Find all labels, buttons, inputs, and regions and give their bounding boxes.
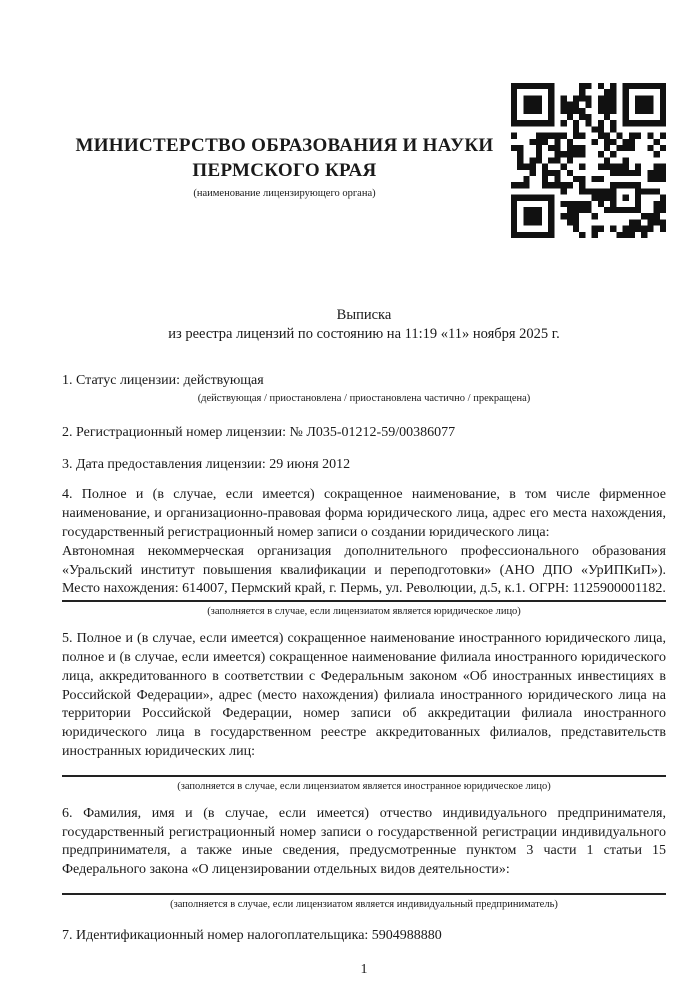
qr-code-icon bbox=[511, 83, 666, 238]
foreign-entity-statutory-text: 5. Полное и (в случае, если имеется) сокращенное наименование иностранного юридического лица, полное и (в случае, если имеется) сокращенное наименование филиала иностранного юридического лица, аккредитованного в соответствии с Федеральным законом «Об иностранных инвестициях в Российской Федерации», адрес (место нахождения) филиала иностранного юридического лица на территории Российской Федерации, номер записи об аккредитации филиала иностранного юридического лица в государственном реестре аккредитованных филиалов, представительств иностранных юридических лиц: bbox=[62, 631, 666, 759]
item-license-status bbox=[62, 372, 666, 405]
page-number: 1 bbox=[360, 961, 368, 977]
document-title-line2: из реестра лицензий по состоянию на 11:19 «11» ноября 2025 г. bbox=[168, 326, 560, 342]
foreign-entity-blank-line bbox=[62, 762, 666, 777]
document-title-line1: Выписка bbox=[336, 307, 392, 323]
license-items bbox=[62, 372, 666, 946]
license-status-caption: (действующая / приостановлена / приостановлена частично / прекращена) bbox=[197, 392, 531, 404]
document-content bbox=[0, 133, 700, 979]
licensing-authority-header bbox=[62, 133, 507, 200]
foreign-entity-caption: (заполняется в случае, если лицензиатом является иностранное юридическое лицо) bbox=[177, 780, 551, 792]
individual-statutory-text: 6. Фамилия, имя и (в случае, если имеется) отчество индивидуального предпринимателя, государственный регистрационный номер записи о государственной регистрации индивидуального предпринимателя, а также иные сведения, предусмотренные пунктом 3 части 1 статьи 15 Федерального закона «О лицензировании отдельных видов деятельности»: bbox=[62, 805, 666, 878]
legal-entity-statutory-text: 4. Полное и (в случае, если имеется) сокращенное наименование, в том числе фирменное наименование, и организационно-правовая форма юридического лица, адрес его места нахождения, государственный регистрационный номер записи о создании юридического лица: bbox=[62, 487, 666, 540]
item-foreign-entity bbox=[62, 630, 666, 793]
individual-caption: (заполняется в случае, если лицензиатом является индивидуальный предприниматель) bbox=[170, 898, 558, 910]
license-status-text: 1. Статус лицензии: действующая bbox=[62, 373, 264, 388]
ministry-name-line1: МИНИСТЕРСТВО ОБРАЗОВАНИЯ И НАУКИ bbox=[75, 135, 494, 156]
item-grant-date: 3. Дата предоставления лицензии: 29 июня 2012 bbox=[62, 456, 351, 472]
item-individual-entrepreneur bbox=[62, 805, 666, 911]
ministry-name-line2: ПЕРМСКОГО КРАЯ bbox=[192, 160, 377, 181]
authority-caption: (наименование лицензирующего органа) bbox=[193, 188, 376, 199]
item-registration-number: 2. Регистрационный номер лицензии: № Л035-01212-59/00386077 bbox=[62, 424, 456, 440]
individual-blank-line bbox=[62, 880, 666, 895]
legal-entity-value: Автономная некоммерческая организация дополнительного профессионального образования «Уральский институт повышения квалификации и переподготовки» (АНО ДПО «УрИПКиП»). Место нахождения: 614007, Пермский край, г. Пермь, ул. Революции, д.5, к.1. ОГРН: 1125900001182. bbox=[62, 543, 666, 602]
item-taxpayer-number: 7. Идентификационный номер налогоплательщика: 5904988880 bbox=[62, 927, 442, 943]
item-legal-entity bbox=[62, 486, 666, 618]
legal-entity-caption: (заполняется в случае, если лицензиатом является юридическое лицо) bbox=[207, 606, 521, 618]
document-title bbox=[62, 306, 666, 344]
